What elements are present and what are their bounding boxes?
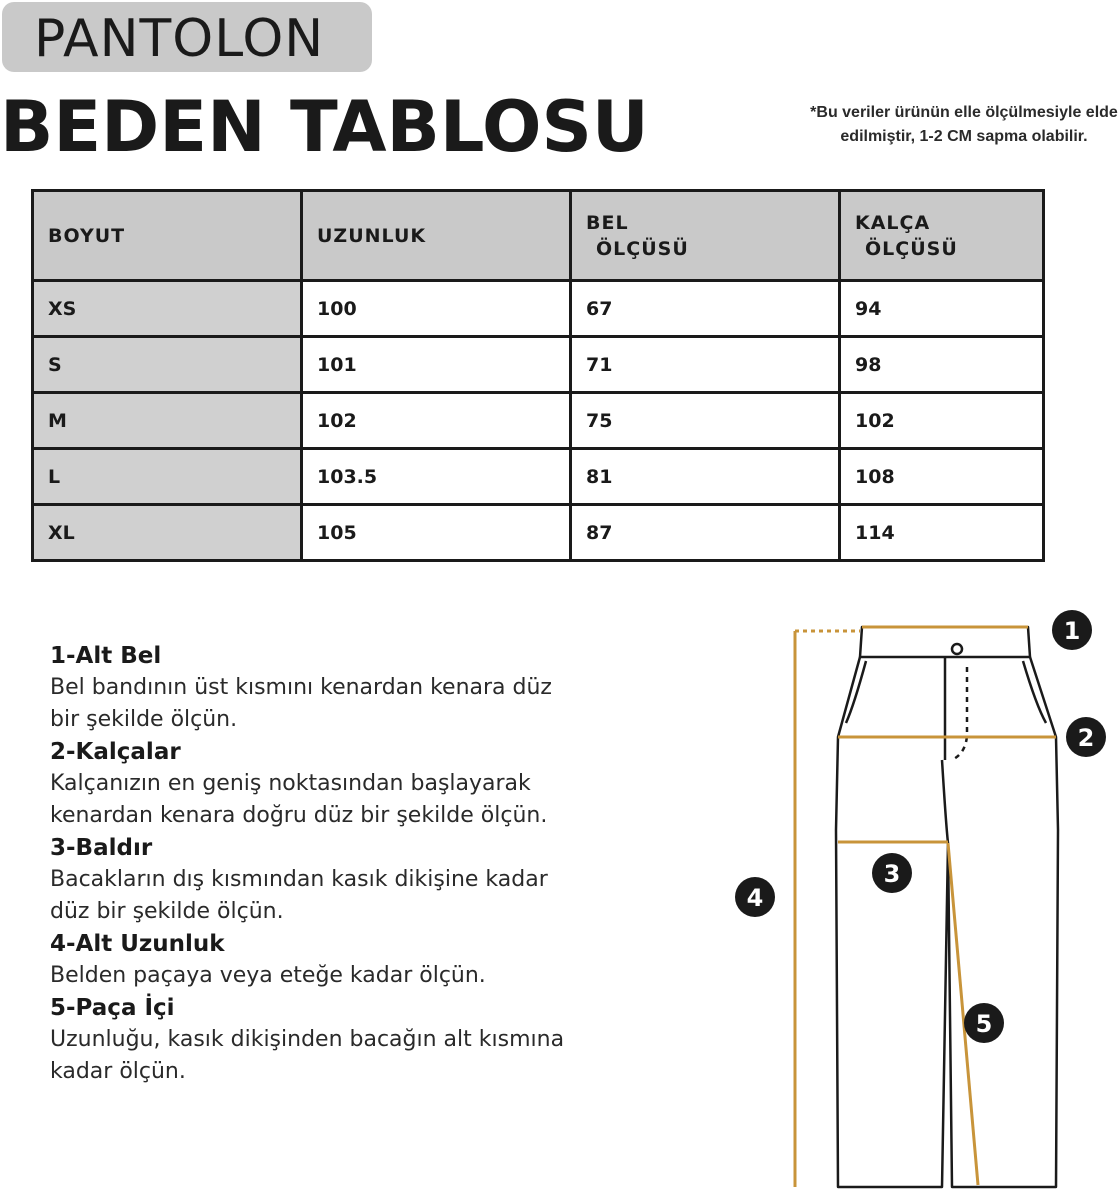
measurement-disclaimer: *Bu veriler ürünün elle ölçülmesiyle elde edilmiştir, 1-2 CM sapma olabilir. [810, 104, 1118, 145]
measurement-lines [795, 627, 1056, 1187]
guide-heading-thigh: 3-Baldır [50, 835, 153, 861]
category-badge [2, 2, 372, 72]
guide-text-line: bir şekilde ölçün. [50, 707, 238, 732]
svg-text:4: 4 [746, 884, 764, 912]
trousers-outline [836, 627, 1058, 1187]
hip-cell: 98 [840, 337, 1044, 393]
guide-heading-inseam: 5-Paça İçi [50, 995, 175, 1021]
table-header-row [33, 191, 1044, 281]
length-cell: 105 [302, 505, 571, 561]
length-cell: 102 [302, 393, 571, 449]
size-cell: XS [33, 281, 302, 337]
category-label: PANTOLON [34, 9, 325, 69]
marker-5 [964, 1003, 1004, 1043]
hip-cell: 102 [840, 393, 1044, 449]
size-chart-table [31, 189, 1045, 562]
column-header-hip: KALÇA ÖLÇÜSÜ [840, 191, 1044, 281]
trousers-diagram [720, 605, 1119, 1189]
size-cell: XL [33, 505, 302, 561]
guide-text-line: düz bir şekilde ölçün. [50, 899, 284, 924]
guide-text-line: Bel bandının üst kısmını kenardan kenara düz [50, 675, 552, 700]
size-cell: L [33, 449, 302, 505]
column-header-size: BOYUT [33, 191, 302, 281]
waist-cell: 71 [571, 337, 840, 393]
svg-text:5: 5 [975, 1010, 993, 1038]
hip-cell: 114 [840, 505, 1044, 561]
column-header-length: UZUNLUK [302, 191, 571, 281]
waist-cell: 87 [571, 505, 840, 561]
guide-text-line: kenardan kenara doğru düz bir şekilde ölçün. [50, 803, 548, 828]
length-cell: 100 [302, 281, 571, 337]
size-cell: M [33, 393, 302, 449]
trousers-measurement-diagram-icon [720, 605, 1119, 1189]
hip-cell: 108 [840, 449, 1044, 505]
waist-cell: 67 [571, 281, 840, 337]
guide-text-line: Uzunluğu, kasık dikişinden bacağın alt kısmına [50, 1027, 565, 1052]
size-cell: S [33, 337, 302, 393]
marker-3 [872, 853, 912, 893]
length-cell: 101 [302, 337, 571, 393]
marker-2 [1066, 717, 1106, 757]
waist-cell: 81 [571, 449, 840, 505]
column-header-waist: BEL ÖLÇÜSÜ [571, 191, 840, 281]
table-row [33, 449, 1044, 505]
guide-heading-hips: 2-Kalçalar [50, 739, 181, 765]
guide-heading-waist: 1-Alt Bel [50, 643, 162, 669]
waist-cell: 75 [571, 393, 840, 449]
marker-4 [735, 877, 775, 917]
marker-1 [1052, 610, 1092, 650]
svg-text:1: 1 [1063, 617, 1081, 645]
guide-text-line: kadar ölçün. [50, 1059, 186, 1084]
guide-text-line: Belden paçaya veya eteğe kadar ölçün. [50, 963, 486, 988]
hip-cell: 94 [840, 281, 1044, 337]
table-row [33, 505, 1044, 561]
page-title: BEDEN TABLOSU [0, 86, 649, 168]
guide-text-line: Bacakların dış kısmından kasık dikişine kadar [50, 867, 548, 892]
length-cell: 103.5 [302, 449, 571, 505]
guide-heading-length: 4-Alt Uzunluk [50, 931, 225, 957]
table-row [33, 337, 1044, 393]
svg-text:3: 3 [883, 860, 901, 888]
measurement-guide [50, 640, 670, 1088]
guide-text-line: Kalçanızın en geniş noktasından başlayarak [50, 771, 531, 796]
svg-text:2: 2 [1077, 724, 1095, 752]
table-row [33, 281, 1044, 337]
table-row [33, 393, 1044, 449]
